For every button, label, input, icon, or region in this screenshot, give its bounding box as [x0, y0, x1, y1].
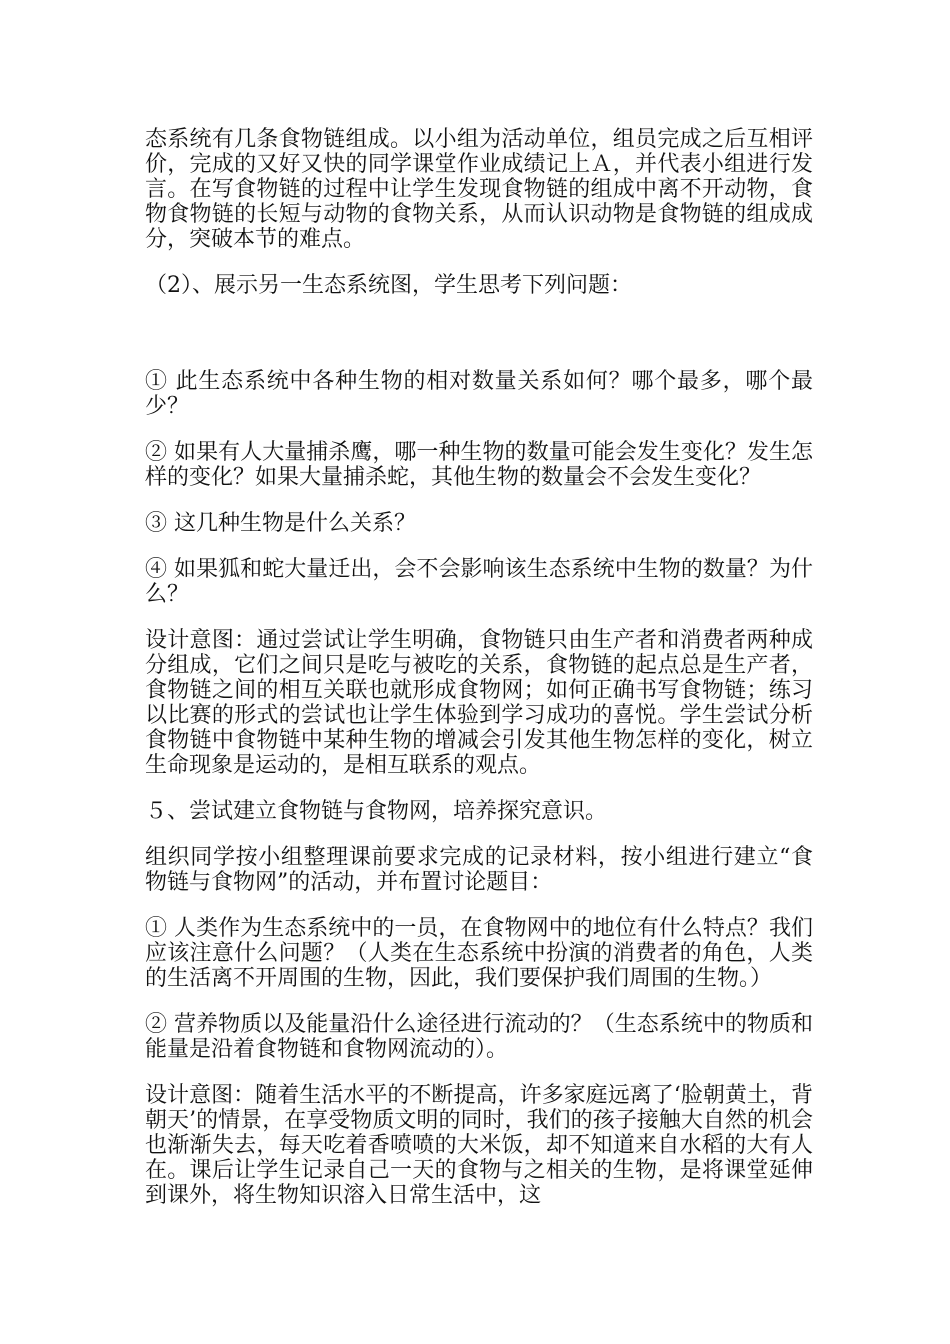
question-4: ④ 如果狐和蛇大量迁出，会不会影响该生态系统中生物的数量？为什么？: [145, 557, 813, 607]
paragraph-section-2-heading: （2）、展示另一生态系统图，学生思考下列问题：: [145, 273, 632, 298]
paragraph-group-activity: 组织同学按小组整理课前要求完成的记录材料，按小组进行建立“食物链与食物网”的活动，并布置讨论题目：: [145, 845, 813, 895]
question-3: ③ 这几种生物是什么关系？: [145, 511, 416, 536]
paragraph-design-intent-2: 设计意图：随着生活水平的不断提高，许多家庭远离了‘脸朝黄土，背朝天’的情景，在享受物质文明的同时，我们的孩子接触大自然的机会也渐渐失去，每天吃着香喷喷的大米饭，却不知道来自水稻的大有人在。课后让学生记录自己一天的食物与之相关的生物，是将课堂延伸到课外，将生物知识溶入日常生活中，这: [145, 1083, 813, 1208]
question-2: ② 如果有人大量捕杀鹰，哪一种生物的数量可能会发生变化？发生怎样的变化？如果大量捕杀蛇，其他生物的数量会不会发生变化？: [145, 440, 813, 490]
paragraph-section-5-heading: ５、尝试建立食物链与食物网，培养探究意识。: [145, 799, 608, 824]
discussion-question-1: ① 人类作为生态系统中的一员，在食物网中的地位有什么特点？我们应该注意什么问题？（人类在生态系统中扮演的消费者的角色，人类的生活离不开周围的生物，因此，我们要保护我们周围的生物。）: [145, 916, 813, 991]
paragraph-food-chain-activity: 态系统有几条食物链组成。以小组为活动单位，组员完成之后互相评价，完成的又好又快的同学课堂作业成绩记上Ａ，并代表小组进行发言。在写食物链的过程中让学生发现食物链的组成中离不开动物，食物食物链的长短与动物的食物关系，从而认识动物是食物链的组成成分，突破本节的难点。: [145, 127, 813, 252]
discussion-question-2: ② 营养物质以及能量沿什么途径进行流动的？（生态系统中的物质和能量是沿着食物链和食物网流动的）。: [145, 1012, 813, 1062]
paragraph-design-intent-1: 设计意图：通过尝试让学生明确，食物链只由生产者和消费者两种成分组成，它们之间只是吃与被吃的关系，食物链的起点总是生产者，食物链之间的相互关联也就形成食物网；如何正确书写食物链；练习以比赛的形式的尝试也让学生体验到学习成功的喜悦。学生尝试分析食物链中食物链中某种生物的增减会引发其他生物怎样的变化，树立生命现象是运动的，是相互联系的观点。: [145, 628, 813, 778]
document-page: [145, 127, 813, 1208]
question-1: ① 此生态系统中各种生物的相对数量关系如何？哪个最多，哪个最少？: [145, 369, 813, 419]
